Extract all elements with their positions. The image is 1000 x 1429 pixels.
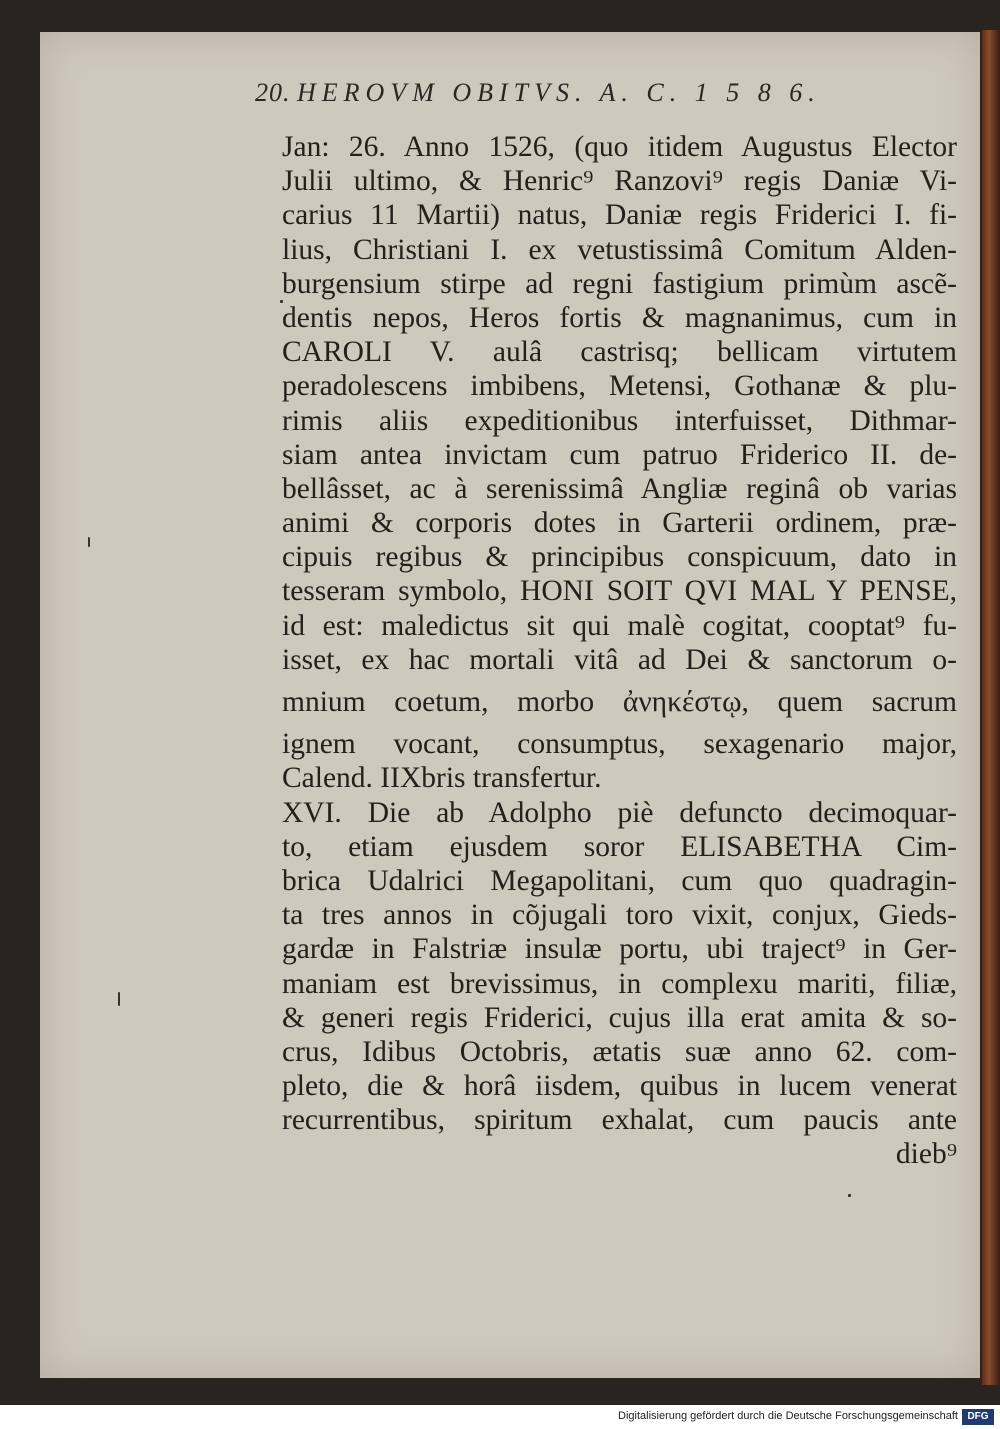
text-line: brica Udalrici Megapolitani, cum quo quadragin- (282, 864, 957, 897)
text-line: dentis nepos, Heros fortis & magnanimus, cum in (282, 301, 957, 334)
text-line: Jan: 26. Anno 1526, (quo itidem Augustus Elector (282, 131, 957, 163)
dfg-logo-icon: DFG (962, 1409, 994, 1425)
footer (0, 1405, 1000, 1429)
text-line: Julii ultimo, & Henric⁹ Ranzovi⁹ regis Daniæ Vi- (282, 165, 957, 198)
text-line: crus, Idibus Octobris, ætatis suæ anno 62. com- (282, 1035, 957, 1068)
text-line: & generi regis Friderici, cujus illa erat amita & so- (282, 1001, 957, 1034)
text-line: carius 11 Martii) natus, Daniæ regis Friderici I. fi- (282, 199, 957, 232)
running-title: HEROVM OBITVS. A. C. 1 5 8 6. (297, 78, 821, 107)
text-line: id est: maledictus sit qui malè cogitat, cooptat⁹ fu- (282, 609, 957, 642)
text-line: maniam est brevissimus, in complexu mariti, filiæ, (282, 967, 957, 1000)
text-line: gardæ in Falstriæ insulæ portu, ubi traject⁹ in Ger- (282, 933, 957, 966)
text-line: isset, ex hac mortali vitâ ad Dei & sanctorum o- (282, 643, 957, 676)
text-line: animi & corporis dotes in Garterii ordinem, præ- (282, 507, 957, 540)
text-line: bellâsset, ac à serenissimâ Angliæ reginâ ob varias (282, 472, 957, 505)
text-line: cipuis regibus & principibus conspicuum, dato in (282, 541, 957, 574)
text-line: to, etiam ejusdem soror ELISABETHA Cim- (282, 830, 957, 863)
page-edge (982, 30, 1000, 1385)
text-line: lius, Christiani I. ex vetustissimâ Comitum Alden- (282, 233, 957, 266)
text-line: ta tres annos in cõjugali toro vixit, conjux, Gieds- (282, 899, 957, 932)
text-line: CAROLI V. aulâ castrisq; bellicam virtutem (282, 336, 957, 369)
page-number: 20. (255, 78, 291, 107)
text-line: mnium coetum, morbo ἀνηκέστῳ, quem sacrum (282, 686, 957, 718)
running-head (255, 78, 855, 118)
text-line: recurrentibus, spiritum exhalat, cum paucis ante (282, 1104, 957, 1137)
text-line: rimis aliis expeditionibus interfuisset, Dithmar- (282, 404, 957, 437)
funding-credit: Digitalisierung gefördert durch die Deutsche Forschungsgemeinschaft (618, 1410, 958, 1422)
text-line: peradolescens imbibens, Metensi, Gothanæ & plu- (282, 370, 957, 403)
speck (118, 992, 120, 1006)
text-line: siam antea invictam cum patruo Friderico II. de- (282, 438, 957, 471)
body-text (282, 130, 957, 1172)
text-line: Calend. IIXbris transfertur. (282, 762, 602, 795)
text-line: XVI. Die ab Adolpho piè defuncto decimoquar- (282, 796, 957, 829)
text-line: burgensium stirpe ad regni fastigium primùm ascẽ- (282, 267, 957, 300)
text-line: ignem vocant, consumptus, sexagenario major, (282, 728, 957, 761)
catchword: dieb⁹ (895, 1138, 957, 1171)
speck (848, 1194, 851, 1197)
text-line: pleto, die & horâ iisdem, quibus in lucem venerat (282, 1070, 957, 1103)
speck (88, 537, 90, 547)
text-line: tesseram symbolo, HONI SOIT QVI MAL Y PENSE, (282, 575, 957, 608)
